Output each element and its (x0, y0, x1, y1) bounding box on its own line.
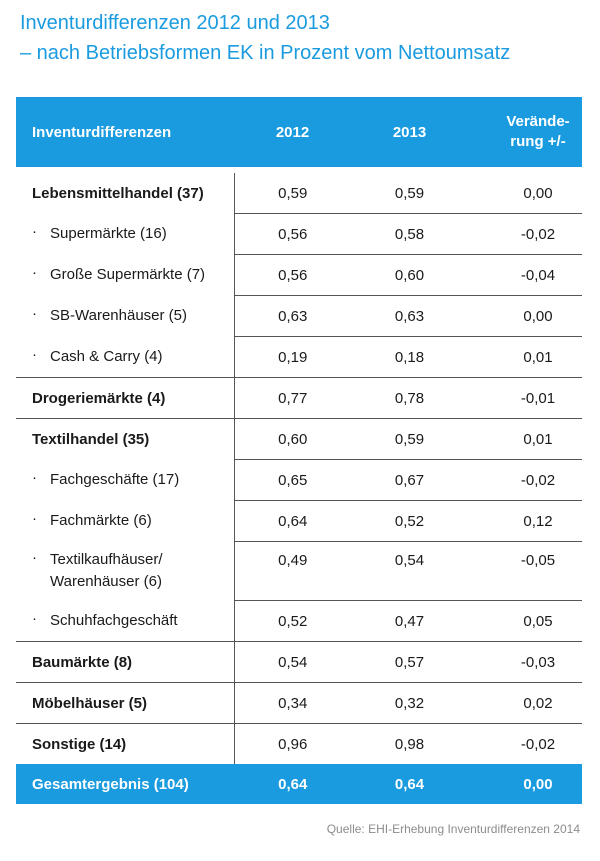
value-change: 0,01 (468, 419, 582, 460)
value-change: 0,02 (468, 683, 582, 724)
value-2013: 0,59 (351, 419, 468, 460)
value-change: -0,02 (468, 460, 582, 501)
value-change: 0,12 (468, 501, 582, 542)
row-label-text: Cash & Carry (4) (50, 347, 163, 365)
inventory-difference-table (16, 97, 582, 804)
table-row (16, 460, 582, 501)
table-row (16, 255, 582, 296)
bullet-icon: · (32, 609, 37, 627)
chart-title (20, 8, 510, 68)
table-row (16, 419, 582, 460)
table-row (16, 724, 582, 765)
value-2012: 0,49 (234, 542, 351, 601)
total-2013: 0,64 (351, 764, 468, 804)
value-change: 0,00 (468, 296, 582, 337)
value-change: -0,03 (468, 642, 582, 683)
bullet-icon: · (32, 345, 37, 363)
value-change: -0,05 (468, 542, 582, 601)
total-2012: 0,64 (234, 764, 351, 804)
table-row (16, 378, 582, 419)
row-label: Sonstige (14) (32, 735, 127, 753)
row-label: Möbelhäuser (5) (16, 683, 234, 724)
bullet-icon: · (32, 549, 37, 566)
value-2012: 0,34 (234, 683, 351, 724)
bullet-icon: · (32, 264, 37, 281)
table-row (16, 214, 582, 255)
row-label-text: Supermärkte (16) (50, 225, 167, 242)
value-2013: 0,47 (351, 601, 468, 642)
value-2012: 0,59 (234, 173, 351, 214)
row-label: Drogeriemärkte (4) (16, 378, 234, 419)
row-label (16, 296, 234, 337)
table-row (16, 601, 582, 642)
row-label-text: Fachgeschäfte (17) (50, 471, 180, 488)
table-row (16, 501, 582, 542)
row-label (16, 337, 234, 378)
table-row (16, 173, 582, 214)
row-label-text: Große Supermärkte (7) (50, 266, 206, 283)
row-label: Lebensmittelhandel (37) (32, 184, 204, 202)
value-2012: 0,52 (234, 601, 351, 642)
value-2012: 0,60 (234, 419, 351, 460)
column-header-label: Inventurdifferenzen (16, 97, 234, 167)
chart-title-line-1: Inventurdifferenzen 2012 und 2013 (20, 12, 330, 34)
value-change: 0,00 (468, 173, 582, 214)
value-2013: 0,78 (351, 378, 468, 419)
value-2012: 0,54 (234, 642, 351, 683)
row-label (16, 460, 234, 501)
row-label (16, 601, 234, 642)
bullet-icon: · (32, 305, 37, 322)
bullet-icon: · (32, 510, 37, 527)
total-row (16, 764, 582, 804)
row-label (16, 214, 234, 255)
bullet-icon: · (32, 223, 37, 240)
total-change: 0,00 (468, 764, 582, 804)
value-2013: 0,58 (351, 214, 468, 255)
total-label: Gesamtergebnis (104) (16, 764, 234, 804)
row-label-text: Fachmärkte (6) (50, 512, 152, 529)
row-label (16, 542, 234, 601)
value-change: -0,01 (468, 378, 582, 419)
value-2012: 0,56 (234, 214, 351, 255)
column-header-2013: 2013 (351, 97, 468, 167)
value-2012: 0,96 (234, 724, 351, 765)
value-2013: 0,57 (351, 642, 468, 683)
value-change: -0,02 (520, 735, 556, 753)
value-2013: 0,32 (351, 683, 468, 724)
column-header-change: Verände- rung +/- (468, 97, 582, 167)
row-label (16, 501, 234, 542)
row-label: Baumärkte (8) (16, 642, 234, 683)
value-2013: 0,54 (351, 542, 468, 601)
row-label (16, 255, 234, 296)
value-2012: 0,63 (234, 296, 351, 337)
value-2013: 0,98 (394, 735, 425, 753)
value-2012: 0,64 (234, 501, 351, 542)
value-2012: 0,65 (234, 460, 351, 501)
value-change: 0,01 (468, 337, 582, 378)
row-label-text: Textilkaufhäuser/ Warenhäuser (6) (50, 551, 163, 590)
table-header (16, 97, 582, 167)
table-row (16, 296, 582, 337)
table-row (16, 542, 582, 601)
column-header-2012: 2012 (234, 97, 351, 167)
value-2013: 0,67 (351, 460, 468, 501)
value-2013: 0,60 (351, 255, 468, 296)
chart-title-line-2: – nach Betriebsformen EK in Prozent vom Nettoumsatz (20, 42, 511, 64)
table-row (16, 683, 582, 724)
value-2012: 0,56 (234, 255, 351, 296)
row-label-text: Schuhfachgeschäft (50, 611, 178, 629)
value-change: -0,02 (468, 214, 582, 255)
table-row (16, 642, 582, 683)
value-2012: 0,19 (234, 337, 351, 378)
value-2013: 0,18 (351, 337, 468, 378)
value-2012: 0,77 (234, 378, 351, 419)
row-label: Textilhandel (35) (32, 430, 150, 448)
value-2013: 0,52 (351, 501, 468, 542)
source-note: Quelle: EHI-Erhebung Inventurdifferenzen 2014 (326, 822, 580, 836)
value-change: 0,05 (468, 601, 582, 642)
bullet-icon: · (32, 469, 37, 486)
value-2013: 0,63 (351, 296, 468, 337)
table-body (16, 173, 582, 804)
table-row (16, 337, 582, 378)
value-change: -0,04 (468, 255, 582, 296)
row-label-text: SB-Warenhäuser (5) (50, 307, 187, 324)
value-2013: 0,59 (351, 173, 468, 214)
